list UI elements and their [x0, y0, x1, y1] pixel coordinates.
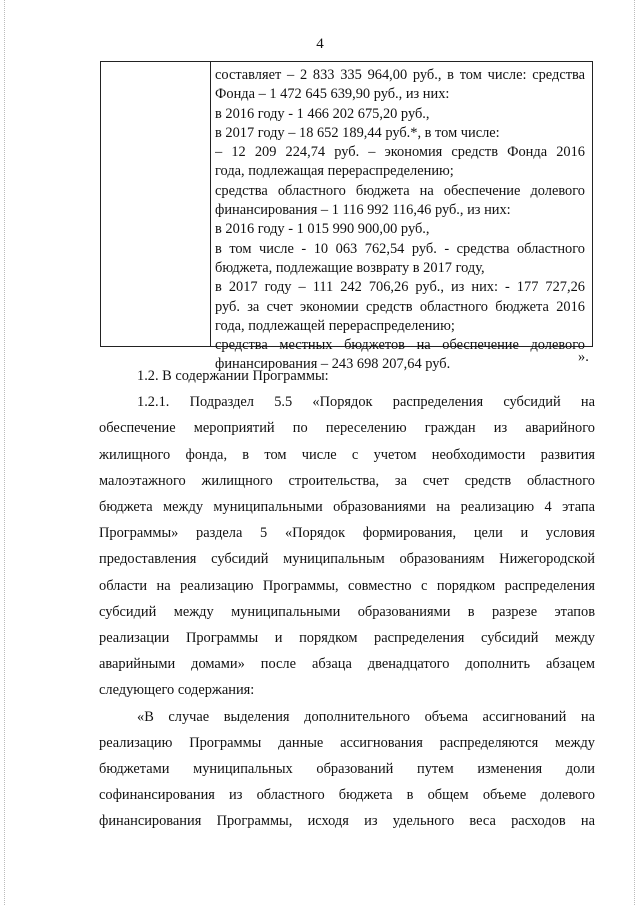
scan-left-edge	[4, 0, 6, 905]
page-number: 4	[316, 36, 324, 52]
table-cell-line: финансирования – 243 698 207,64 руб.	[215, 356, 451, 373]
body-text-line: софинансирования из областного бюджета в общем объеме долевого	[99, 787, 595, 804]
body-text-line: жилищного фонда, в том числе с учетом необходимости развития	[99, 446, 595, 463]
table-left-cell	[101, 62, 211, 346]
body-text-line: финансирования Программы, исходя из удельного веса расходов на	[99, 813, 595, 830]
table-cell-line: в 2017 году – 111 242 706,26 руб., из них: - 177 727,26	[215, 279, 585, 296]
table-cell-line: бюджета, подлежащие возврату в 2017 году,	[215, 259, 485, 276]
table-cell-line: – 12 209 224,74 руб. – экономия средств Фонда 2016	[215, 144, 585, 161]
scan-right-edge	[634, 0, 636, 905]
table-cell-line: средства областного бюджета на обеспечение долевого	[215, 182, 585, 199]
table-cell-line: в 2016 году - 1 015 990 900,00 руб.,	[215, 221, 430, 238]
table-cell-line: года, подлежащей перераспределению;	[215, 317, 455, 334]
body-text-line: области на реализацию Программы, совместно с порядком распределения	[99, 577, 595, 594]
table-cell-line: средства местных бюджетов на обеспечение долевого	[215, 337, 585, 354]
body-text-line: предоставления субсидий муниципальным образованиям Нижегородской	[99, 551, 595, 568]
table-cell-line: Фонда – 1 472 645 639,90 руб., из них:	[215, 86, 450, 103]
table-cell-line: в 2016 году - 1 466 202 675,20 руб.,	[215, 105, 430, 122]
table-cell-line: финансирования – 1 116 992 116,46 руб., из них:	[215, 202, 511, 219]
body-text-line: 1.2. В содержании Программы:	[137, 368, 329, 384]
document-body	[99, 363, 595, 835]
table-cell-line: в 2017 году – 18 652 189,44 руб.*, в том числе:	[215, 124, 500, 141]
body-text-line: обеспечение мероприятий по переселению граждан из аварийного	[99, 420, 595, 437]
table-cell-line: составляет – 2 833 335 964,00 руб., в том числе: средства	[215, 67, 585, 83]
body-text-line: 1.2.1. Подраздел 5.5 «Порядок распределения субсидий на	[137, 394, 595, 411]
body-text-line: аварийными домами» после абзаца двенадцатого дополнить абзацем	[99, 656, 595, 673]
body-text-line: Программы» раздела 5 «Порядок формирования, цели и условия	[99, 525, 595, 542]
body-text-line: субсидий между муниципальными образованиями в разрезе этапов	[99, 603, 595, 620]
body-text-line: реализации Программы и порядком распределения субсидий между	[99, 630, 595, 647]
body-text-line: бюджета между муниципальными образованиями на реализацию 4 этапа	[99, 499, 595, 516]
table-cell-line: в том числе - 10 063 762,54 руб. - средства областного	[215, 240, 585, 257]
table-cell-line: руб. за счет экономии средств областного бюджета 2016	[215, 298, 585, 315]
funding-table	[100, 61, 593, 373]
body-text-line: реализацию Программы данные ассигнования распределяются между	[99, 734, 595, 751]
body-text-line: бюджетами муниципальных образований путем изменения доли	[99, 761, 595, 778]
body-text-line: «В случае выделения дополнительного объема ассигнований на	[137, 708, 595, 725]
table-right-cell	[212, 62, 585, 373]
table-cell-line: года, подлежащая перераспределению;	[215, 163, 454, 180]
closing-quote: ».	[578, 349, 589, 365]
body-text-line: малоэтажного жилищного строительства, за счет средств областного	[99, 472, 595, 489]
body-text-line: следующего содержания:	[99, 682, 255, 699]
